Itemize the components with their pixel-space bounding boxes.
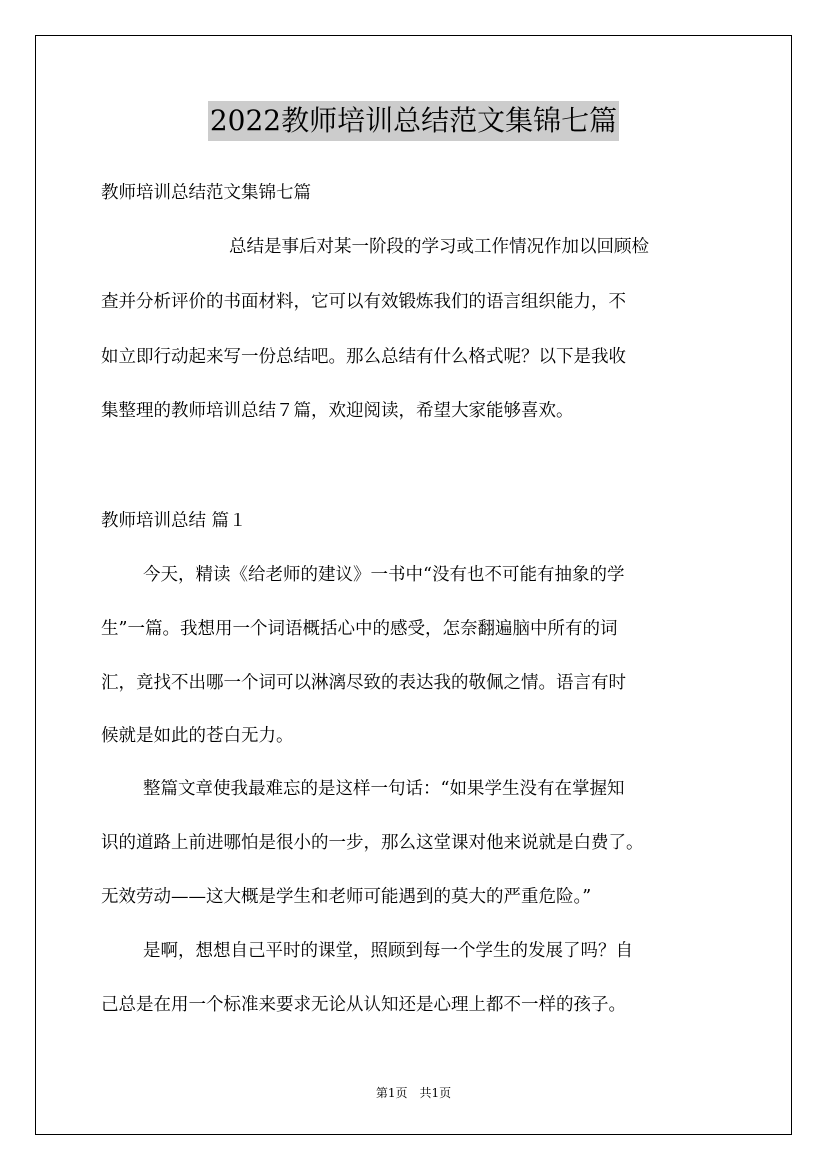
- document-subtitle: 教师培训总结范文集锦七篇: [101, 183, 311, 203]
- section-heading: 教师培训总结 篇１: [101, 511, 247, 531]
- body-line: 候就是如此的苍白无力。: [101, 726, 294, 746]
- body-line: 生”一篇。我想用一个词语概括心中的感受，怎奈翻遍脑中所有的词: [101, 619, 618, 639]
- document-title: 2022教师培训总结范文集锦七篇: [208, 101, 619, 141]
- body-line: 是啊，想想自己平时的课堂，照顾到每一个学生的发展了吗？自: [143, 941, 633, 961]
- intro-line: 查并分析评价的书面材料，它可以有效锻炼我们的语言组织能力，不: [101, 292, 626, 312]
- intro-line: 集整理的教师培训总结７篇，欢迎阅读，希望大家能够喜欢。: [101, 401, 574, 421]
- body-line: 己总是在用一个标准来要求无论从认知还是心理上都不一样的孩子。: [101, 995, 626, 1015]
- body-line: 汇，竟找不出哪一个词可以淋漓尽致的表达我的敬佩之情。语言有时: [101, 673, 626, 693]
- page-footer: 第1页 共1页: [375, 1086, 452, 1100]
- body-line: 整篇文章使我最难忘的是这样一句话：“如果学生没有在掌握知: [143, 779, 625, 799]
- body-line: 今天，精读《给老师的建议》一书中“没有也不可能有抽象的学: [143, 565, 625, 585]
- intro-line: 如立即行动起来写一份总结吧。那么总结有什么格式呢？以下是我收: [101, 347, 626, 367]
- title-container: [0, 101, 827, 141]
- body-line: 识的道路上前进哪怕是很小的一步，那么这堂课对他来说就是白费了。: [101, 833, 644, 853]
- body-line: 无效劳动——这大概是学生和老师可能遇到的莫大的严重危险。”: [101, 887, 592, 907]
- intro-line: 总结是事后对某一阶段的学习或工作情况作加以回顾检: [229, 237, 649, 257]
